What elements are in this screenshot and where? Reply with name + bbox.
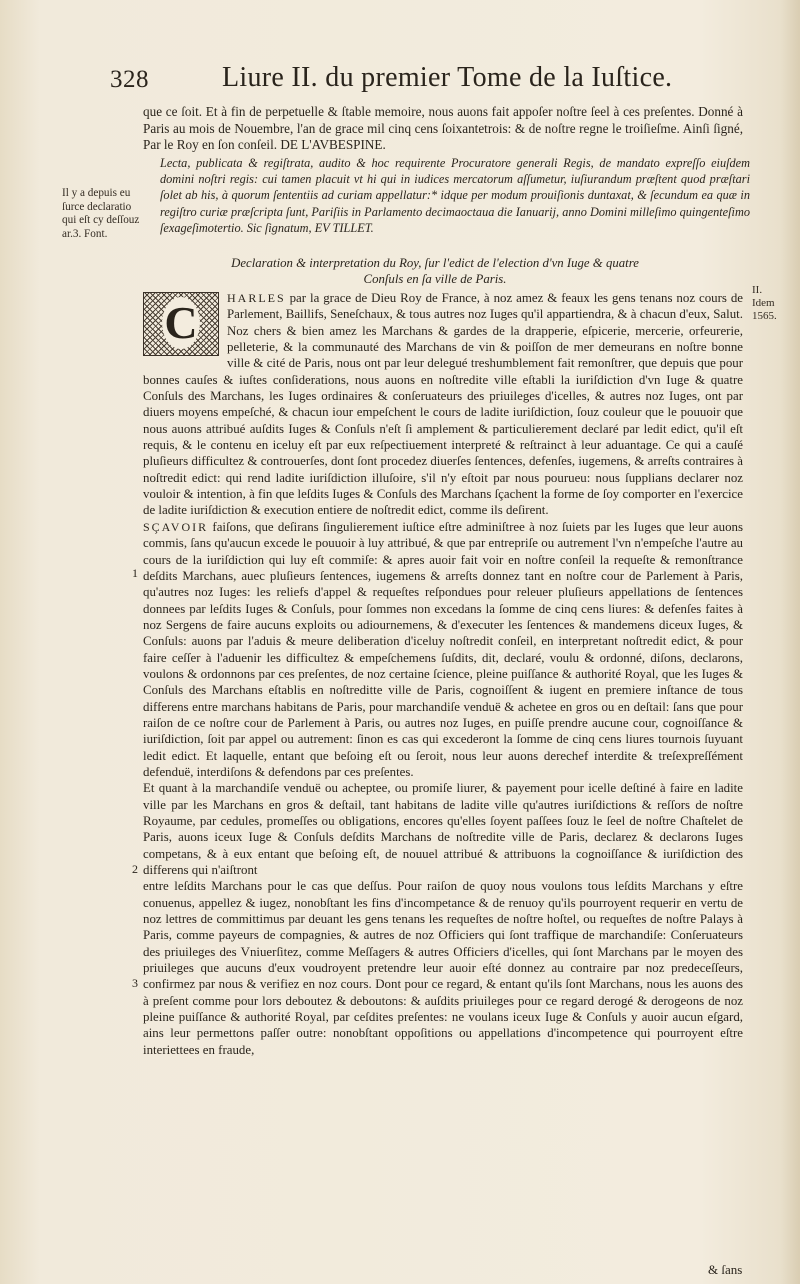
dropcap-letter: C	[162, 297, 200, 349]
para1-lead: HARLES	[227, 291, 286, 305]
para2-lead: SÇAVOIR	[143, 519, 209, 534]
para3-text: Et quant à la marchandiſe venduë ou acheptee, ou promiſe liurer, & payement pour icelle deſtiné à faire en ladite ville par les Marchans en gros & deſtail, tant habitans de ladite ville qu'autres iuriſdictions & reſſors de noſtre Royaume, par cedules, promeſſes ou obligations, encores qu'elles ſoyent paſſees ſouz le ſeel de noſtre Chaſtelet de Paris, auons iceux Iuge & Conſuls deſdits Marchans de noſtredite ville de Paris, declarez & declarons Iuges competans, & à eux entant que beſoing eſt, de nouuel attribué & attribuons la cognoiſſance & iuriſdiction des differens qui n'aiſtront	[143, 781, 743, 878]
section-number-1: 1	[132, 566, 138, 580]
side-note-roman: II.	[752, 284, 763, 296]
para1-text: par la grace de Dieu Roy de France, à noz amez & feaux les gens tenans noz cours de Parlement, Baillifs, Seneſchaux, & tous autres noz Iuges qu'il appartiendra, & à chacun d'eux, Salut. Noz chers & bien amez les Marchans & gardes de la drapperie, eſpicerie, mercerie, orfeurerie, pelleterie, & la communauté des Marchans de vin & poiſſon de mer demeurans en noſtre bonne ville & cité de Paris, nous ont par leur delegué treshumblement fait remonſtrer, que depuis que pour bonnes cauſes & iuſtes conſiderations, nous auons en noſtredite ville eſtabli la iuriſdiction d'vn Iuge & quatre Conſuls des Marchans, les Iuges ordinaires & conſeruateurs des priuileges d'icelles, & autres noz Iuges, ont par diuers moyens empeſché, & chacun iour empeſchent le cours de ladite iuriſdiction, ſouz couleur que le pouuoir que nous auons attribué auſdits Iuges & Conſuls n'eſt ſi amplement & particulierement declaré par ledit edict, qu'il eſt requis, & le contenu en iceluy eſt par eux reſpectiuement interpreté & reſtrainct à leur aduantage. Ce qui a cauſé pluſieurs difficultez & controuerſes, dont ſont procedez diuerſes ſentences, defenſes, iugemens, & arreſts contraires à noſtredit edict: qui rend ladite iuriſdiction illuſoire, s'il n'y eſtoit par nous pourueu: nous ſupplians declarer noz vouloir & intention, à fin que leſdits Iuges & Conſuls des Marchans ſçachent la forme de ſoy comporter en l'exercice de ladite iuriſdiction & execution entiere de noſtredit edict, comme ils deſirent.	[143, 291, 743, 518]
intro-paragraph	[143, 104, 743, 154]
body-text	[143, 290, 743, 1058]
intro-text: que ce ſoit. Et à fin de perpetuelle & ſtable memoire, nous auons fait appoſer noſtre ſeel à ces preſentes. Donné à Paris au mois de Nouembre, l'an de grace mil cinq cens ſoixantetrois: & de noſtre regne le troiſieſme. Ainſi ſigné, Par le Roy en ſon conſeil. DE L'AVBESPINE.	[143, 104, 743, 153]
page-header	[110, 62, 673, 102]
latin-registration: Lecta, publicata & regiſtrata, audito & hoc requirente Procuratore generali Regis, de mandato expreſſo eiuſdem domini noſtri regis: cui tamen placuit vt hi qui in iudices mercatorum aſſumetur, iuſiurandum præſtent quod præſtari ſolet ab his, à quorum ſententiis ad curiam appellatur:* idque per modum prouiſionis duntaxat, & ſecundum ea quæ in regiſtro curiæ præſcripta ſunt, Pariſiis in Parlamento decimaoctaua die Ianuarij, anno Domini milleſimo quingenteſimo ſexageſimotertio. Sic ſignatum, EV TILLET.	[160, 156, 750, 235]
catchword: & ſans	[708, 1262, 743, 1277]
side-note-year: 1565.	[752, 310, 777, 322]
margin-note: Il y a depuis eu ſurce declaratio qui eſt cy deſſouz ar.3. Font.	[62, 187, 140, 240]
page-number: 328	[110, 66, 149, 93]
section-number-3: 3	[132, 976, 138, 990]
para2-text: faiſons, que deſirans ſingulierement iuſtice eſtre adminiſtree à noz ſuiets par les Iuges que leur auons commis, ſans qu'aucun excede le pouuoir à luy attribué, & que par entrepriſe ou autrement l'vn n'empeſche l'autre au cours de la iuriſdiction qui luy eſt commiſe: & apres auoir fait voir en noſtre conſeil la requeſte & remonſtrance deſdits Marchans, auec pluſieurs ſentences, iugemens & arreſts donnez tant en noſtre cour de Parlement à Paris, qu'autres noz Iuges: les reliefs d'appel & requeſtes reſpondues pour releuer pluſieurs appellations de ſentences donnees par leſdits Iuges & Conſuls, pour ſommes non excedans la ſomme de cinq cens liures: & defenſes faites à noz Sergens de faire aucuns exploits ou adiournemens, & d'executer les ſentences & mandemens diceux Iuges, & Conſuls: auons par l'aduis & meure deliberation d'iceluy noſtredit conſeil, en interpretant noſtredit edict, & pour faire ceſſer à l'aduenir les difficultez & empeſchemens ſuſdits, dit, declaré, voulu & ordonné, diſons, declarons, voulons & ordonnons par ces preſentes, de noz certaine ſcience, pleine puiſſance & authorité Royal, que les Iuges & Conſuls des Marchans eſtablis en noſtreditte ville de Paris, cognoiſſent & iugent en premiere inſtance de tous differens entre marchans habitans de Paris, pour marchandiſe venduë & achetee en gros ou en deſtail: ſans que pour raiſon de ce noſtre cour de Parlement à Paris, ou autres noz Iuges, en puiſſe prendre aucune cour, cognoiſſance & iuriſdiction, ſoit par appel ou autrement: ſinon es cas qui excederont la ſomme de cinq cens liures tournois ſuyuant ledit edict. Et laquelle, entant que beſoing eſt ou ſeroit, nous leur auons derechef interdite & treſexpreſſément defenduë, interdiſons & defendons par ces preſentes.	[143, 519, 743, 779]
paragraph-4	[143, 878, 743, 1058]
declaration-title: Declaration & interpretation du Roy, ſur l'edict de l'election d'vn Iuge & quatre Conſuls en ſa ville de Paris.	[231, 256, 639, 286]
running-title: Liure II. du premier Tome de la Iuſtice.	[222, 62, 673, 93]
section-number-2: 2	[132, 862, 138, 876]
paragraph-3	[143, 780, 743, 878]
side-note-idem: Idem	[752, 297, 775, 309]
paragraph-2	[143, 519, 743, 781]
paragraph-1	[143, 290, 743, 519]
dropcap-ornament	[143, 292, 219, 356]
para4-text: entre leſdits Marchans pour le cas que deſſus. Pour raiſon de quoy nous voulons tous leſdits Marchans y eſtre conuenus, appellez & iugez, nonobſtant les fins d'incompetance & de renuoy qu'ils pourroyent requerir en vertu de noz lettres de committimus par deuant les gens tenans les requeſtes de noſtre hoſtel, ou requeſtes de noſtre Palays à Paris, comme payeurs de compagnies, & autres de noz Officiers qui ſont traffique de marchandiſe: Conſeruateurs des priuileges des Vniuerſitez, comme Meſſagers & autres Officiers d'icelles, qui ſont Marchans par le moyen des priuileges que aucuns d'eux voudroyent pretendre leur auoir eſté donnez au contraire par noz predeceſſeurs, confirmez par nous & verifiez en noz cours. Dont pour ce regard, & entant qu'ils ſont Marchans, nous les auons des à preſent comme pour lors deboutez & deboutons: & auſdits priuileges pour ce regard derogé & derogeons de noz pleine puiſſance & authorité Royal, par ceſdites preſentes: ne voulans iceux Iuge & Conſuls y auoir aucun eſgard, ains leur permettons paſſer outre: nonobſtant oppoſitions ou appellations d'incompetence qui pourroyent eſtre interiettees en fraude,	[143, 879, 743, 1057]
